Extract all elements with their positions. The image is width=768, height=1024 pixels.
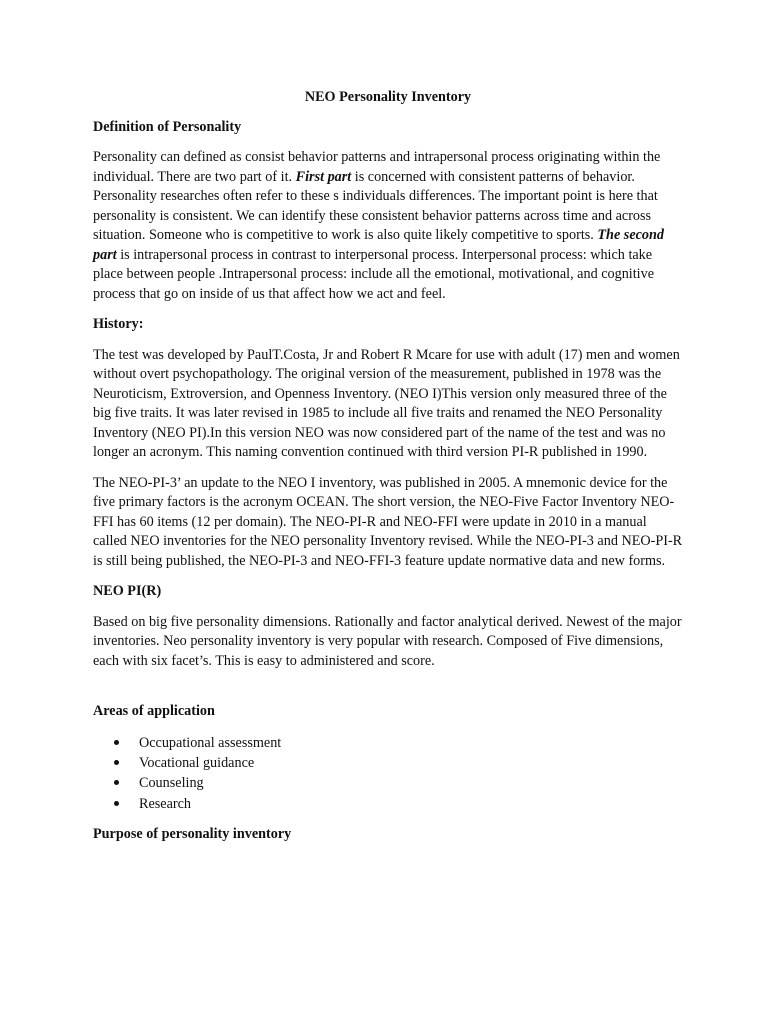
document-title: NEO Personality Inventory (304, 89, 472, 105)
list-item-label: Occupational assessment (139, 734, 282, 751)
heading-definition: Definition of Personality (93, 118, 242, 135)
heading-purpose: Purpose of personality inventory (93, 826, 292, 843)
definition-text-c: is intrapersonal process in contrast to interpersonal process. Interpersonal process: which take place between people .Intrapersonal process: include all the emotional, motivational, and cognitive process that go on inside of us that affect how we act and feel. (93, 246, 655, 302)
bullet-icon (114, 780, 119, 785)
heading-neo-pir: NEO PI(R) (93, 583, 162, 599)
areas-list (93, 733, 683, 815)
spacer (93, 682, 683, 702)
definition-emphasis-second-part: The second part (93, 227, 664, 263)
paragraph-definition (93, 148, 683, 304)
paragraph-history-1: The test was developed by PaulT.Costa, Jr and Robert R Mcare for use with adult (17) men and women without overt psychopathology. The original version of the measurement, published in 1978 was the Neuroticism, Extroversion, and Openness Inventory. (NEO I)This version only measured three of the big five traits. It was later revised in 1985 to include all five traits and renamed the NEO Personality Inventory (NEO PI).In this version NEO was now considered part of the name of the test and was no longer an acronym. This naming convention continued with third version PI-R published in 1990. (93, 346, 680, 460)
list-item (93, 794, 683, 814)
bullet-icon (114, 740, 119, 745)
bullet-icon (114, 760, 119, 765)
definition-text-b: is concerned with consistent patterns of behavior. Personality researches often refer to these s individuals differences. The important point is here that personality is consistent. We can identify these consistent behavior patterns across time and across situation. Someone who is competitive to work is also quite likely competitive to sports. (93, 168, 658, 243)
paragraph-history-2: The NEO-PI-3’ an update to the NEO I inventory, was published in 2005. A mnemonic device for the five primary factors is the acronym OCEAN. The short version, the NEO-Five Factor Inventory NEO-FFI has 60 items (12 per domain). The NEO-PI-R and NEO-FFI were update in 2010 in a manual called NEO inventories for the NEO personality Inventory revised. While the NEO-PI-3 and NEO-PI-R is still being published, the NEO-PI-3 and NEO-FFI-3 feature update normative data and new forms. (93, 474, 683, 569)
list-item-label: Research (139, 795, 191, 812)
list-item (93, 753, 683, 773)
list-item-label: Vocational guidance (139, 754, 255, 771)
paragraph-neo-pir: Based on big five personality dimensions. Rationally and factor analytical derived. Newest of the major inventories. Neo personality inventory is very popular with research. Composed of Five dimensions, each with six facet’s. This is easy to administered and score. (93, 613, 682, 669)
document-body (93, 88, 683, 856)
definition-emphasis-first-part: First part (295, 168, 352, 185)
list-item (93, 733, 683, 753)
definition-text-a: Personality can defined as consist behavior patterns and intrapersonal process originating within the individual. There are two part of it. (93, 149, 661, 185)
heading-history: History: (93, 316, 144, 332)
bullet-icon (114, 801, 119, 806)
list-item-label: Counseling (139, 775, 204, 792)
heading-areas-of-application: Areas of application (93, 703, 215, 719)
list-item (93, 773, 683, 793)
